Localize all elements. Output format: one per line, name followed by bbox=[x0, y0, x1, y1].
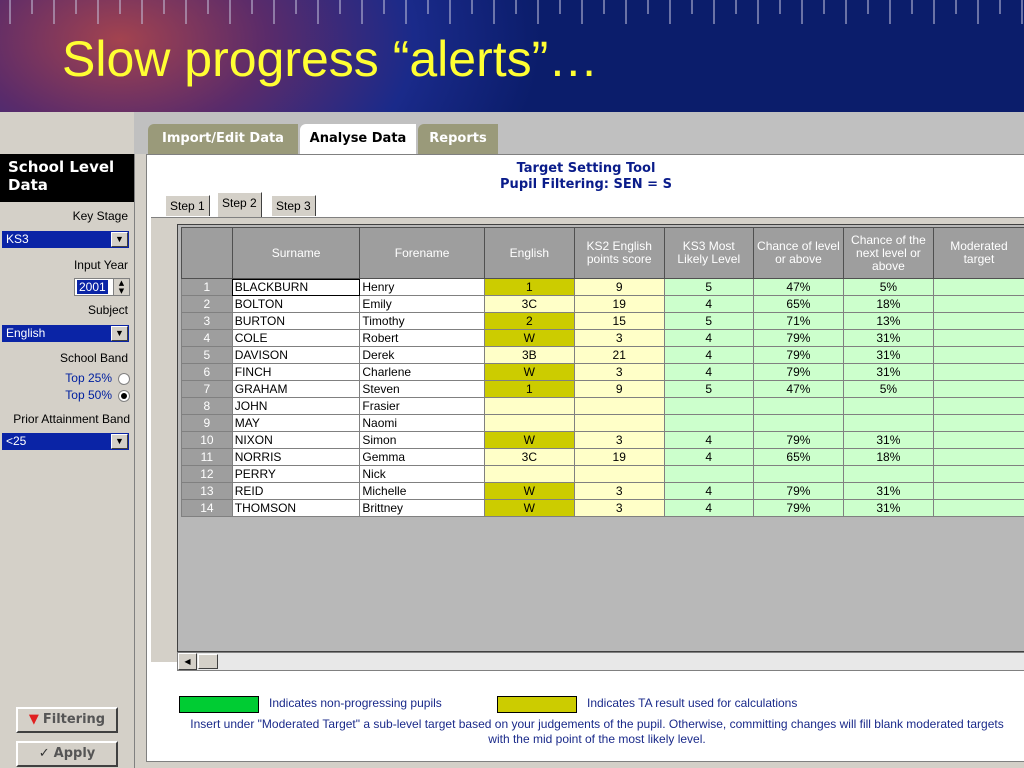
grid-cell[interactable] bbox=[933, 347, 1024, 364]
grid-cell[interactable]: Robert bbox=[360, 330, 485, 347]
tab-import-edit-data[interactable]: Import/Edit Data bbox=[148, 124, 298, 154]
grid-cell[interactable]: JOHN bbox=[232, 398, 360, 415]
key-stage-value: KS3 bbox=[6, 232, 29, 246]
table-row[interactable] bbox=[182, 381, 1024, 398]
grid-cell[interactable]: 4 bbox=[664, 432, 753, 449]
row-number: 10 bbox=[182, 432, 233, 449]
grid-cell[interactable]: 3C bbox=[484, 449, 574, 466]
grid-cell[interactable] bbox=[484, 466, 574, 483]
chevron-down-icon[interactable]: ▼ bbox=[111, 232, 128, 247]
grid-cell[interactable]: 15 bbox=[574, 313, 664, 330]
sidebar-header: School Level Data bbox=[0, 154, 134, 202]
grid-cell[interactable]: NIXON bbox=[232, 432, 360, 449]
row-number: 4 bbox=[182, 330, 233, 347]
grid-cell[interactable]: COLE bbox=[232, 330, 360, 347]
table-row[interactable] bbox=[182, 432, 1024, 449]
grid-cell[interactable]: 19 bbox=[574, 296, 664, 313]
grid-cell[interactable] bbox=[753, 415, 843, 432]
key-stage-select[interactable] bbox=[2, 231, 129, 248]
table-row[interactable] bbox=[182, 313, 1024, 330]
grid-cell[interactable]: 79% bbox=[753, 330, 843, 347]
grid-cell[interactable] bbox=[574, 466, 664, 483]
input-year-value: 2001 bbox=[79, 280, 106, 294]
grid-cell[interactable] bbox=[933, 313, 1024, 330]
tab-step-2[interactable]: Step 2 bbox=[217, 192, 262, 217]
column-header[interactable]: Forename bbox=[360, 228, 485, 279]
legend-green-swatch bbox=[179, 696, 259, 713]
grid-cell[interactable]: Nick bbox=[360, 466, 485, 483]
grid-cell[interactable] bbox=[933, 500, 1024, 517]
grid-cell[interactable] bbox=[843, 415, 933, 432]
row-number: 1 bbox=[182, 279, 233, 296]
grid-cell[interactable]: 4 bbox=[664, 347, 753, 364]
row-number: 7 bbox=[182, 381, 233, 398]
grid-cell[interactable] bbox=[574, 415, 664, 432]
grid-cell[interactable]: 3 bbox=[574, 330, 664, 347]
row-number: 3 bbox=[182, 313, 233, 330]
grid-cell[interactable]: 4 bbox=[664, 483, 753, 500]
grid-cell[interactable]: Gemma bbox=[360, 449, 485, 466]
grid-cell[interactable]: W bbox=[484, 432, 574, 449]
grid-cell[interactable]: Naomi bbox=[360, 415, 485, 432]
grid-cell[interactable] bbox=[933, 279, 1024, 296]
grid-cell[interactable] bbox=[484, 415, 574, 432]
prior-band-label: Prior Attainment Band bbox=[13, 412, 130, 426]
grid-cell[interactable]: 31% bbox=[843, 500, 933, 517]
grid-cell[interactable]: W bbox=[484, 500, 574, 517]
slide-title: Slow progress “alerts”… bbox=[62, 31, 599, 87]
column-header[interactable]: Moderated target bbox=[933, 228, 1024, 279]
grid-cell[interactable] bbox=[933, 398, 1024, 415]
table-row[interactable] bbox=[182, 330, 1024, 347]
tool-title-line1: Target Setting Tool bbox=[516, 161, 656, 176]
grid-cell[interactable]: 18% bbox=[843, 449, 933, 466]
grid-cell[interactable] bbox=[843, 398, 933, 415]
legend-yellow-swatch bbox=[497, 696, 577, 713]
grid-cell[interactable]: 31% bbox=[843, 364, 933, 381]
table-row[interactable] bbox=[182, 483, 1024, 500]
grid-cell[interactable]: 79% bbox=[753, 500, 843, 517]
grid-cell[interactable] bbox=[843, 466, 933, 483]
scroll-thumb[interactable] bbox=[198, 654, 218, 669]
sidebar bbox=[0, 154, 135, 768]
grid-cell[interactable]: 19 bbox=[574, 449, 664, 466]
subject-value: English bbox=[6, 326, 46, 340]
pupil-grid bbox=[181, 227, 1024, 517]
row-number: 9 bbox=[182, 415, 233, 432]
grid-cell[interactable]: 65% bbox=[753, 449, 843, 466]
grid-cell[interactable]: Steven bbox=[360, 381, 485, 398]
grid-cell[interactable]: 71% bbox=[753, 313, 843, 330]
filter-icon: ▼ bbox=[28, 712, 39, 727]
input-year-field[interactable] bbox=[74, 278, 130, 296]
top-tab-bar bbox=[134, 112, 1024, 154]
school-band-label: School Band bbox=[59, 351, 128, 365]
grid-cell[interactable]: W bbox=[484, 330, 574, 347]
prior-band-select[interactable] bbox=[2, 433, 129, 450]
grid-cell[interactable] bbox=[933, 296, 1024, 313]
table-row[interactable] bbox=[182, 398, 1024, 415]
table-row[interactable] bbox=[182, 364, 1024, 381]
grid-cell[interactable] bbox=[753, 466, 843, 483]
grid-cell[interactable]: MAY bbox=[232, 415, 360, 432]
column-header[interactable]: Chance of level or above bbox=[753, 228, 843, 279]
grid-cell[interactable]: 4 bbox=[664, 500, 753, 517]
grid-cell[interactable]: GRAHAM bbox=[232, 381, 360, 398]
grid-cell[interactable] bbox=[933, 449, 1024, 466]
grid-cell[interactable]: 65% bbox=[753, 296, 843, 313]
prior-band-value: <25 bbox=[6, 434, 27, 448]
column-header[interactable] bbox=[182, 228, 233, 279]
grid-cell[interactable]: 31% bbox=[843, 347, 933, 364]
grid-cell[interactable] bbox=[933, 466, 1024, 483]
grid-cell[interactable]: 3C bbox=[484, 296, 574, 313]
grid-cell[interactable]: Charlene bbox=[360, 364, 485, 381]
row-number: 11 bbox=[182, 449, 233, 466]
grid-cell[interactable] bbox=[933, 483, 1024, 500]
grid-cell[interactable]: 79% bbox=[753, 364, 843, 381]
tab-step-1[interactable]: Step 1 bbox=[165, 195, 210, 216]
table-row[interactable] bbox=[182, 449, 1024, 466]
table-row[interactable] bbox=[182, 415, 1024, 432]
row-number: 8 bbox=[182, 398, 233, 415]
grid-cell[interactable]: 31% bbox=[843, 432, 933, 449]
grid-cell[interactable]: 5 bbox=[664, 381, 753, 398]
grid-cell[interactable]: 9 bbox=[574, 381, 664, 398]
table-row[interactable] bbox=[182, 500, 1024, 517]
grid-cell[interactable]: 18% bbox=[843, 296, 933, 313]
grid-cell[interactable]: 31% bbox=[843, 330, 933, 347]
chevron-down-icon[interactable]: ▼ bbox=[111, 326, 128, 341]
grid-cell[interactable]: 31% bbox=[843, 483, 933, 500]
grid-cell[interactable]: 79% bbox=[753, 483, 843, 500]
apply-button[interactable]: ✓ Apply bbox=[16, 741, 118, 767]
row-number: 2 bbox=[182, 296, 233, 313]
radio-selected-icon[interactable] bbox=[118, 390, 130, 402]
grid-cell[interactable]: Simon bbox=[360, 432, 485, 449]
grid-cell[interactable]: Henry bbox=[360, 279, 485, 296]
column-header[interactable]: Chance of the next level or above bbox=[843, 228, 933, 279]
horizontal-scrollbar[interactable] bbox=[177, 652, 1024, 671]
column-header[interactable]: KS2 English points score bbox=[574, 228, 664, 279]
grid-cell[interactable]: 5 bbox=[664, 279, 753, 296]
grid-cell[interactable]: 1 bbox=[484, 279, 574, 296]
table-row[interactable] bbox=[182, 466, 1024, 483]
grid-cell[interactable]: BOLTON bbox=[232, 296, 360, 313]
grid-cell[interactable] bbox=[933, 364, 1024, 381]
column-header[interactable]: KS3 Most Likely Level bbox=[664, 228, 753, 279]
grid-cell[interactable] bbox=[484, 398, 574, 415]
grid-cell[interactable]: Derek bbox=[360, 347, 485, 364]
tab-step-3[interactable]: Step 3 bbox=[271, 195, 316, 216]
input-year-label: Input Year bbox=[73, 258, 128, 272]
scroll-left-icon[interactable]: ◀ bbox=[178, 653, 197, 670]
band-option-top50[interactable]: Top 50% bbox=[65, 388, 130, 402]
grid-cell[interactable]: 3 bbox=[574, 432, 664, 449]
grid-cell[interactable]: 4 bbox=[664, 449, 753, 466]
grid-cell[interactable]: W bbox=[484, 364, 574, 381]
grid-cell[interactable] bbox=[933, 415, 1024, 432]
grid-cell[interactable]: 47% bbox=[753, 279, 843, 296]
grid-cell[interactable]: 4 bbox=[664, 364, 753, 381]
grid-cell[interactable] bbox=[574, 398, 664, 415]
tab-reports[interactable]: Reports bbox=[418, 124, 498, 154]
grid-cell[interactable]: 5% bbox=[843, 279, 933, 296]
table-row[interactable] bbox=[182, 296, 1024, 313]
grid-cell[interactable]: 4 bbox=[664, 296, 753, 313]
radio-icon[interactable] bbox=[118, 373, 130, 385]
grid-cell[interactable]: Emily bbox=[360, 296, 485, 313]
grid-cell[interactable]: 1 bbox=[484, 381, 574, 398]
grid-cell[interactable]: Michelle bbox=[360, 483, 485, 500]
grid-cell[interactable]: 47% bbox=[753, 381, 843, 398]
row-number: 14 bbox=[182, 500, 233, 517]
grid-cell[interactable] bbox=[753, 398, 843, 415]
grid-cell[interactable]: 79% bbox=[753, 347, 843, 364]
spinner-icon[interactable]: ▲ ▼ bbox=[113, 279, 129, 295]
grid-cell[interactable]: 2 bbox=[484, 313, 574, 330]
app-window bbox=[0, 112, 1024, 768]
grid-cell[interactable]: DAVISON bbox=[232, 347, 360, 364]
grid-cell[interactable] bbox=[933, 330, 1024, 347]
grid-cell[interactable]: 3B bbox=[484, 347, 574, 364]
grid-cell[interactable]: W bbox=[484, 483, 574, 500]
checkmark-icon: ✓ bbox=[38, 746, 50, 761]
grid-cell[interactable]: 21 bbox=[574, 347, 664, 364]
main-panel bbox=[146, 154, 1024, 762]
grid-cell[interactable]: 3 bbox=[574, 483, 664, 500]
grid-cell[interactable]: 5% bbox=[843, 381, 933, 398]
grid-cell[interactable] bbox=[664, 415, 753, 432]
grid-cell[interactable]: Timothy bbox=[360, 313, 485, 330]
row-number: 6 bbox=[182, 364, 233, 381]
grid-cell[interactable] bbox=[664, 398, 753, 415]
table-row[interactable] bbox=[182, 347, 1024, 364]
legend-yellow-text: Indicates TA result used for calculations bbox=[587, 696, 798, 710]
grid-cell[interactable] bbox=[933, 432, 1024, 449]
row-number: 13 bbox=[182, 483, 233, 500]
grid-cell[interactable] bbox=[933, 381, 1024, 398]
row-number: 5 bbox=[182, 347, 233, 364]
tool-title-line2: Pupil Filtering: SEN = S bbox=[500, 177, 672, 192]
grid-cell[interactable]: 9 bbox=[574, 279, 664, 296]
grid-cell[interactable]: THOMSON bbox=[232, 500, 360, 517]
column-header[interactable]: Surname bbox=[232, 228, 360, 279]
grid-cell[interactable]: 13% bbox=[843, 313, 933, 330]
instruction-note: Insert under "Moderated Target" a sub-level target based on your judgements of the pupil. Otherwise, committing changes will fill blank moderated targets with the mid point of the most likely level. bbox=[190, 717, 1004, 746]
grid-cell[interactable] bbox=[664, 466, 753, 483]
row-number: 12 bbox=[182, 466, 233, 483]
table-row[interactable] bbox=[182, 279, 1024, 296]
grid-cell[interactable]: REID bbox=[232, 483, 360, 500]
subject-select[interactable] bbox=[2, 325, 129, 342]
chevron-down-icon[interactable]: ▼ bbox=[111, 434, 128, 449]
grid-cell[interactable]: Brittney bbox=[360, 500, 485, 517]
grid-cell[interactable]: NORRIS bbox=[232, 449, 360, 466]
grid-cell[interactable]: 5 bbox=[664, 313, 753, 330]
grid-cell[interactable]: BURTON bbox=[232, 313, 360, 330]
key-stage-label: Key Stage bbox=[72, 209, 128, 223]
grid-cell[interactable]: BLACKBURN bbox=[232, 279, 360, 296]
grid-cell[interactable]: Frasier bbox=[360, 398, 485, 415]
tab-analyse-data[interactable]: Analyse Data bbox=[300, 124, 416, 154]
column-header[interactable]: English bbox=[484, 228, 574, 279]
grid-cell[interactable]: PERRY bbox=[232, 466, 360, 483]
band-option-top25[interactable]: Top 25% bbox=[65, 371, 130, 385]
grid-cell[interactable]: 3 bbox=[574, 500, 664, 517]
grid-cell[interactable]: FINCH bbox=[232, 364, 360, 381]
grid-cell[interactable]: 3 bbox=[574, 364, 664, 381]
grid-cell[interactable]: 79% bbox=[753, 432, 843, 449]
tool-title bbox=[147, 161, 1024, 193]
legend-green-text: Indicates non-progressing pupils bbox=[269, 696, 442, 710]
filtering-button[interactable]: ▼ Filtering bbox=[16, 707, 118, 733]
grid-cell[interactable]: 4 bbox=[664, 330, 753, 347]
subject-label: Subject bbox=[87, 303, 128, 317]
